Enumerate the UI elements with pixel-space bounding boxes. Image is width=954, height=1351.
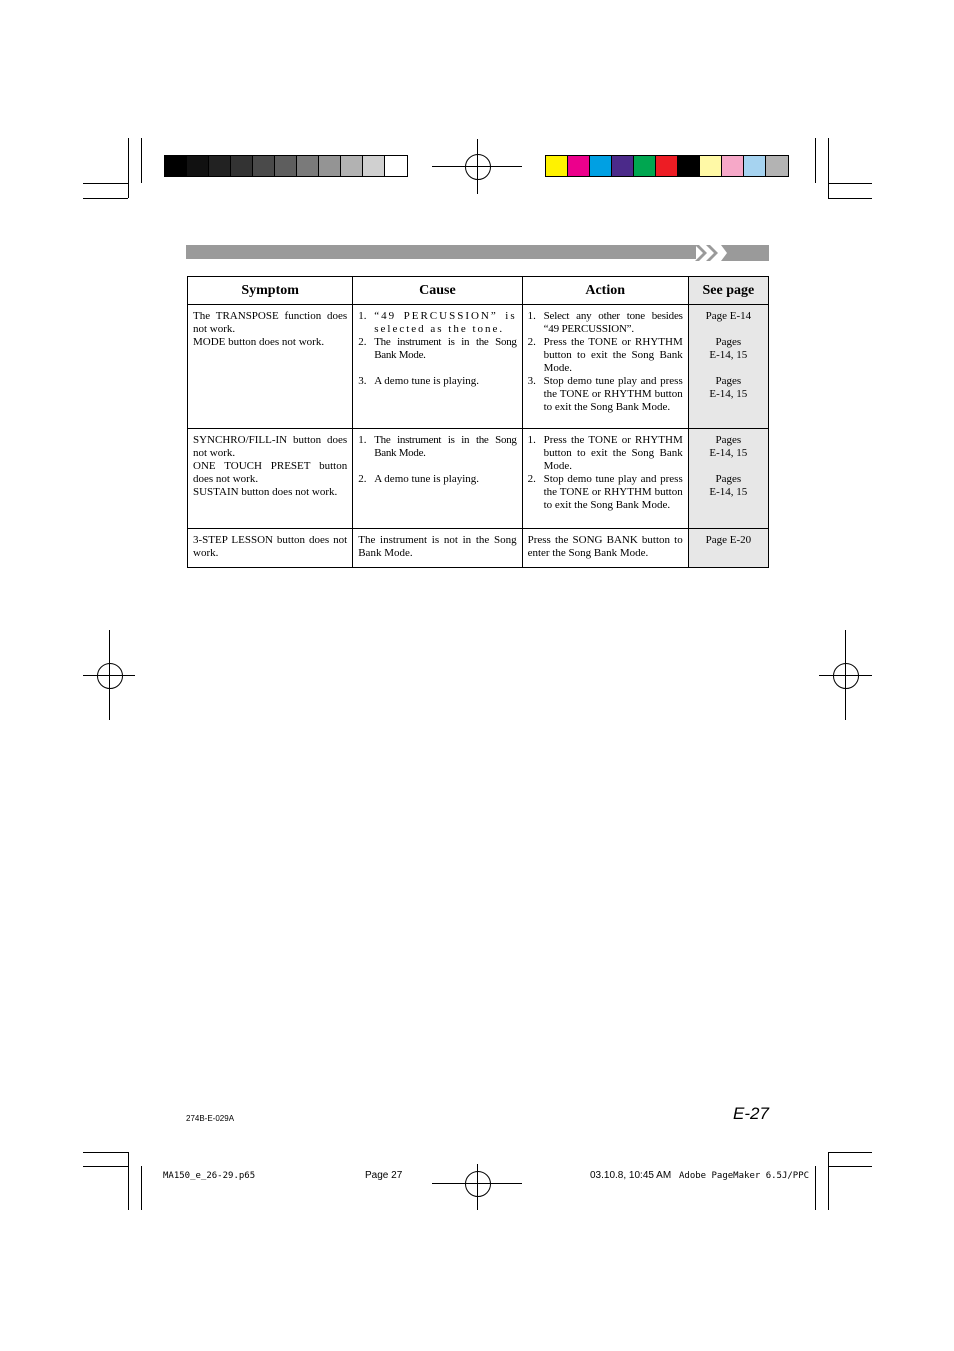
list-item — [358, 375, 516, 388]
color-swatch — [700, 156, 722, 176]
cause-cell — [353, 529, 522, 568]
table-row — [188, 305, 769, 429]
item-text: A demo tune is playing. — [374, 473, 480, 485]
cause-text: The instrument is not in the Song Bank Mode. — [358, 534, 517, 559]
item-number: 3. — [358, 375, 367, 387]
color-swatch — [297, 156, 319, 176]
table-row — [188, 429, 769, 529]
color-swatch — [363, 156, 385, 176]
slug-file-name: MA150_e_26-29.p65 — [163, 1171, 256, 1181]
color-swatch — [187, 156, 209, 176]
color-swatch — [766, 156, 788, 176]
page-reference: E-14, 15 — [709, 486, 748, 498]
item-text: “49 PERCUSSION” is selected as the tone. — [374, 310, 517, 335]
cause-cell — [353, 429, 522, 529]
symptom-text: 3-STEP LESSON button does not work. — [193, 534, 348, 559]
color-swatch — [634, 156, 656, 176]
list-item — [528, 310, 683, 336]
page-reference: E-14, 15 — [709, 447, 748, 459]
see-page-cell — [688, 305, 768, 429]
header-see-page: See page — [688, 277, 768, 305]
item-number: 1. — [358, 434, 367, 446]
color-swatch — [319, 156, 341, 176]
troubleshooting-table — [187, 276, 769, 568]
item-number: 3. — [527, 375, 536, 387]
item-text: Select any other tone besides “49 PERCUSSION”. — [543, 310, 683, 335]
slug-page: Page 27 — [365, 1170, 403, 1181]
cause-cell — [353, 305, 522, 429]
page-reference: Page E-20 — [705, 534, 752, 546]
see-page-cell — [688, 429, 768, 529]
symptom-text: The TRANSPOSE function does not work. — [193, 310, 348, 335]
see-page-cell — [688, 529, 768, 568]
color-swatch — [744, 156, 766, 176]
list-item — [358, 310, 516, 336]
header-action: Action — [522, 277, 688, 305]
page-reference: Pages — [715, 434, 742, 446]
list-item — [528, 473, 683, 512]
color-swatch — [656, 156, 678, 176]
action-text: Press the SONG BANK button to enter the Song Bank Mode. — [527, 534, 683, 559]
item-number: 2. — [358, 336, 367, 348]
page-reference: Pages — [715, 473, 742, 485]
color-swatch — [590, 156, 612, 176]
list-item — [358, 336, 516, 362]
item-text: A demo tune is playing. — [374, 375, 480, 387]
section-header-bar — [186, 245, 696, 259]
color-swatch — [231, 156, 253, 176]
item-text: Press the TONE or RHYTHM button to exit the Song Bank Mode. — [543, 434, 683, 472]
slug-application: Adobe PageMaker 6.5J/PPC — [679, 1171, 810, 1181]
page-number: E-27 — [733, 1104, 769, 1123]
symptom-text: SYNCHRO/FILL-IN button does not work. — [193, 434, 348, 459]
header-chevron-icon — [695, 245, 770, 261]
item-text: The instrument is in the Song Bank Mode. — [374, 434, 517, 459]
list-item — [528, 336, 683, 375]
color-swatch — [275, 156, 297, 176]
symptom-cell — [188, 429, 353, 529]
grayscale-color-bar — [164, 155, 408, 177]
color-swatch — [341, 156, 363, 176]
item-number: 2. — [527, 336, 536, 348]
header-cause: Cause — [353, 277, 522, 305]
list-item — [358, 434, 516, 460]
color-swatch — [568, 156, 590, 176]
item-text: Stop demo tune play and press the TONE or RHYTHM button to exit the Song Bank Mode. — [543, 473, 683, 511]
process-color-bar — [545, 155, 789, 177]
item-text: Press the TONE or RHYTHM button to exit the Song Bank Mode. — [543, 336, 683, 374]
page-reference: Pages — [715, 375, 742, 387]
symptom-cell — [188, 305, 353, 429]
page-reference: E-14, 15 — [709, 388, 748, 400]
color-swatch — [678, 156, 700, 176]
color-swatch — [722, 156, 744, 176]
item-number: 1. — [527, 434, 536, 446]
list-item — [358, 473, 516, 486]
slug-date: 03.10.8, 10:45 AM — [590, 1170, 672, 1181]
color-swatch — [546, 156, 568, 176]
header-symptom: Symptom — [188, 277, 353, 305]
symptom-text: ONE TOUCH PRESET button does not work. — [193, 460, 348, 485]
item-number: 1. — [527, 310, 536, 322]
color-swatch — [253, 156, 275, 176]
action-cell — [522, 529, 688, 568]
list-item — [528, 434, 683, 473]
color-swatch — [165, 156, 187, 176]
color-swatch — [209, 156, 231, 176]
document-code: 274B-E-029A — [186, 1114, 235, 1123]
color-swatch — [385, 156, 407, 176]
symptom-text: MODE button does not work. — [193, 336, 325, 348]
table-row — [188, 529, 769, 568]
item-text: Stop demo tune play and press the TONE or RHYTHM button to exit the Song Bank Mode. — [543, 375, 683, 413]
symptom-text: SUSTAIN button does not work. — [193, 486, 338, 498]
list-item — [528, 375, 683, 414]
item-number: 1. — [358, 310, 367, 322]
page-reference: Page E-14 — [705, 310, 752, 322]
item-text: The instrument is in the Song Bank Mode. — [374, 336, 517, 361]
color-swatch — [612, 156, 634, 176]
item-number: 2. — [527, 473, 536, 485]
action-cell — [522, 305, 688, 429]
page-reference: E-14, 15 — [709, 349, 748, 361]
item-number: 2. — [358, 473, 367, 485]
symptom-cell — [188, 529, 353, 568]
action-cell — [522, 429, 688, 529]
table-header-row — [188, 277, 769, 305]
page-reference: Pages — [715, 336, 742, 348]
